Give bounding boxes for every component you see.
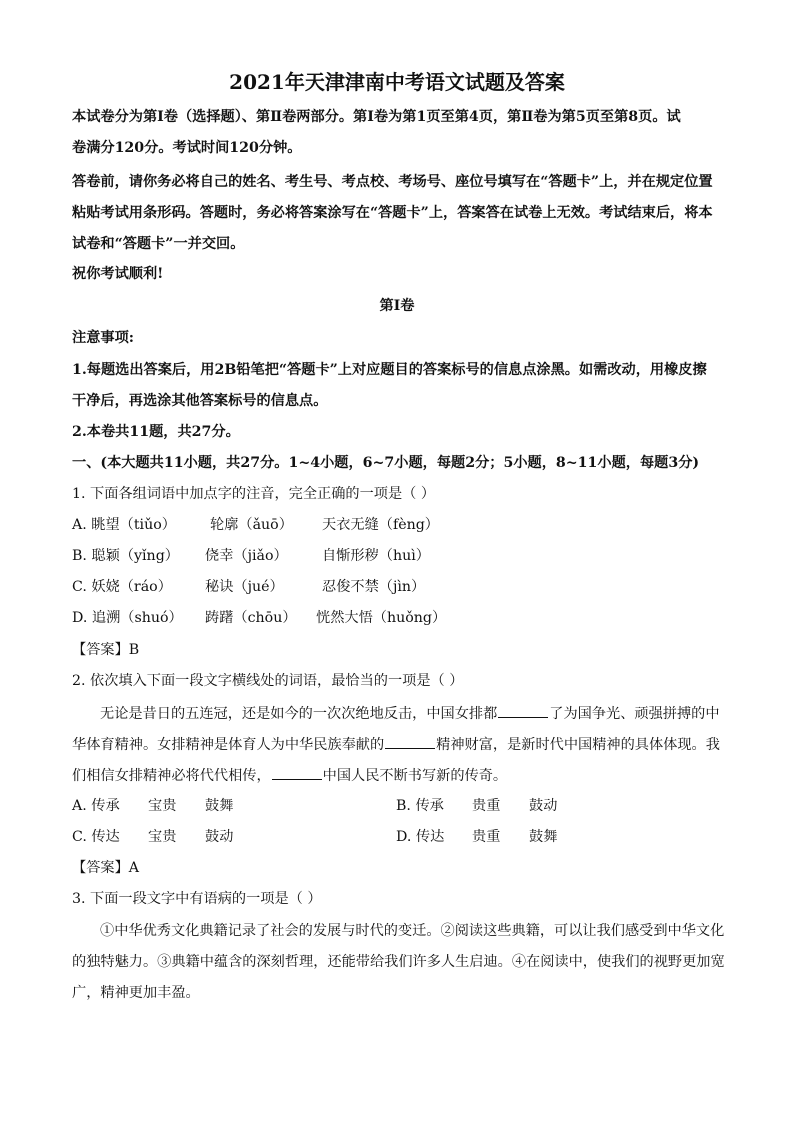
q1-option-d-word-2: 踌躇（chōu）	[205, 610, 297, 626]
q3-paragraph-line-2: 的独特魅力。③典籍中蕴含的深刻哲理，还能带给我们许多人生启迪。④在阅读中，使我们的视野更加宽	[72, 954, 725, 970]
intro-line-5: 试卷和“答题卡”一并交回。	[72, 236, 245, 252]
q2-option-c-word-2: 宝贵	[148, 829, 177, 845]
q1-answer: 【答案】B	[72, 642, 140, 658]
note-1-line-2: 干净后，再选涂其他答案标号的信息点。	[72, 393, 328, 409]
q3-paragraph-line-1: ①中华优秀文化典籍记录了社会的发展与时代的变迁。②阅读这些典籍，可以让我们感受到中华文化	[100, 923, 725, 939]
q1-option-a-word-3: 天衣无缝（fèng）	[322, 517, 439, 533]
q2-option-a-word-3: 鼓舞	[205, 798, 234, 814]
q1-stem: 1. 下面各组词语中加点字的注音，完全正确的一项是（ ）	[72, 486, 436, 502]
q2-option-c-word-3: 鼓动	[205, 829, 234, 845]
intro-line-2: 卷满分120分。考试时间120分钟。	[72, 140, 302, 156]
intro-line-1: 本试卷分为第Ⅰ卷（选择题）、第Ⅱ卷两部分。第Ⅰ卷为第1页至第4页，第Ⅱ卷为第5页至第8页。试	[72, 109, 681, 125]
q2-text: 们相信女排精神必将代代相传，	[72, 768, 271, 784]
q2-paragraph-line-3	[72, 765, 507, 786]
notes-heading: 注意事项:	[72, 330, 134, 346]
q2-option-b: B. 传承	[396, 798, 444, 814]
q2-answer: 【答案】A	[72, 860, 139, 876]
section-title: 第Ⅰ卷	[379, 298, 415, 314]
page-title: 2021年天津津南中考语文试题及答案	[229, 70, 565, 94]
q1-option-a-word-2: 轮廓（ǎuō）	[210, 517, 293, 533]
q1-option-d: D. 追溯（shuó）	[72, 610, 183, 626]
q1-option-b-word-2: 侥幸（jiǎo）	[205, 548, 288, 564]
q1-option-a: A. 眺望（tiǔo）	[72, 517, 176, 533]
q1-option-b: B. 聪颖（yǐng）	[72, 548, 179, 564]
q2-text: 精神财富，是新时代中国精神的具体体现。我	[436, 737, 720, 753]
q2-option-a: A. 传承	[72, 798, 120, 814]
fill-blank-3	[272, 765, 322, 780]
q2-paragraph-line-1	[100, 703, 720, 724]
note-2: 2.本卷共11题，共27分。	[72, 424, 240, 440]
q2-option-b-word-2: 贵重	[472, 798, 501, 814]
q3-paragraph-line-3: 广，精神更加丰盈。	[72, 985, 200, 1001]
q2-option-d: D. 传达	[396, 829, 445, 845]
q1-option-c-word-2: 秘诀（jué）	[205, 579, 284, 595]
intro-line-4: 粘贴考试用条形码。答题时，务必将答案涂写在“答题卡”上，答案答在试卷上无效。考试结束后，将本	[72, 205, 713, 221]
fill-blank-2	[385, 734, 435, 749]
q2-stem: 2. 依次填入下面一段文字横线处的词语，最恰当的一项是（ ）	[72, 673, 464, 689]
q2-text: 华体育精神。女排精神是体育人为中华民族奉献的	[72, 737, 385, 753]
intro-line-6: 祝你考试顺利!	[72, 266, 164, 282]
q2-option-b-word-3: 鼓动	[529, 798, 558, 814]
q2-option-d-word-2: 贵重	[472, 829, 501, 845]
fill-blank-1	[498, 703, 548, 718]
q1-option-c: C. 妖娆（ráo）	[72, 579, 172, 595]
part-heading: 一、(本大题共11小题，共27分。1~4小题，6~7小题，每题2分；5小题，8~11小题，每题3分)	[72, 455, 700, 471]
q2-text: 了为国争光、顽强拼搏的中	[549, 706, 720, 722]
intro-line-3: 答卷前，请你务必将自己的姓名、考生号、考点校、考场号、座位号填写在“答题卡”上，并在规定位置	[72, 174, 713, 190]
q2-option-a-word-2: 宝贵	[148, 798, 177, 814]
q1-option-b-word-3: 自惭形秽（huì）	[322, 548, 430, 564]
note-1-line-1: 1.每题选出答案后，用2B铅笔把“答题卡”上对应题目的答案标号的信息点涂黑。如需改动，用橡皮擦	[72, 362, 707, 378]
q1-option-c-word-3: 忍俊不禁（jìn）	[322, 579, 426, 595]
q2-paragraph-line-2	[72, 734, 720, 755]
q2-text: 中国人民不断书写新的传奇。	[322, 768, 508, 784]
q2-option-c: C. 传达	[72, 829, 120, 845]
q1-option-d-word-3: 恍然大悟（huǒng）	[316, 610, 447, 626]
q2-option-d-word-3: 鼓舞	[529, 829, 558, 845]
q3-stem: 3. 下面一段文字中有语病的一项是（ ）	[72, 891, 322, 907]
q2-text: 无论是昔日的五连冠，还是如今的一次次绝地反击，中国女排都	[100, 706, 498, 722]
